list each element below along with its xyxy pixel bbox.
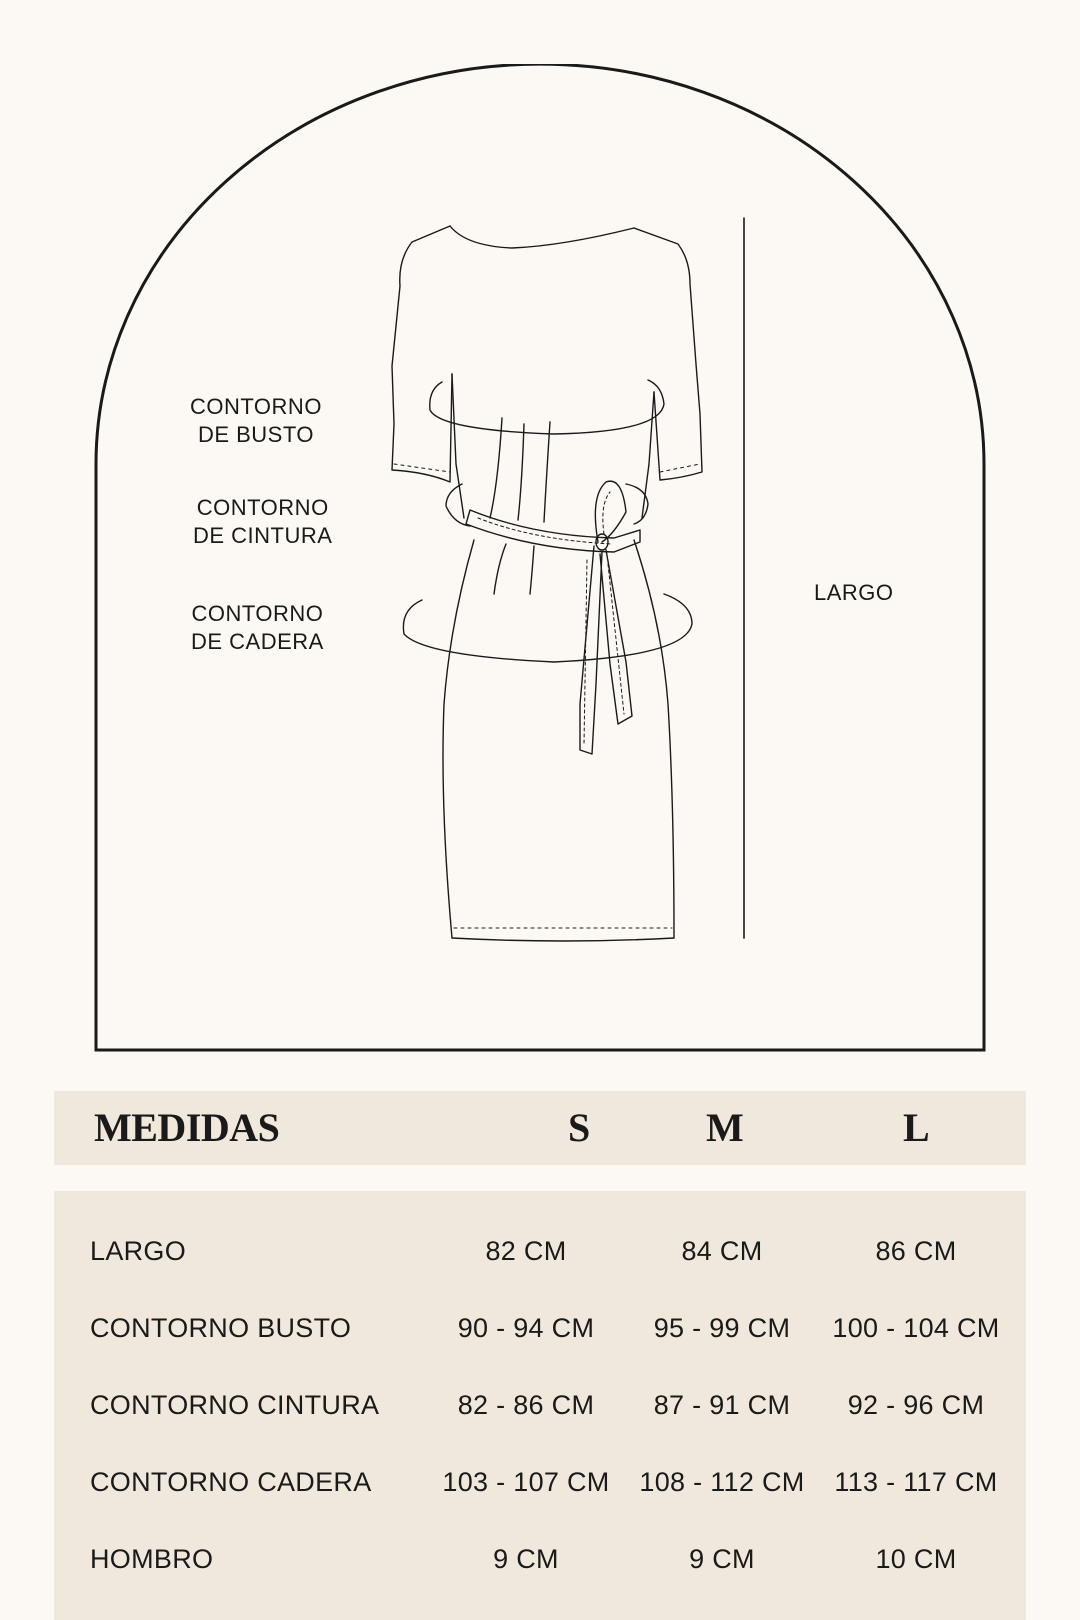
cell-m: 84 CM — [681, 1236, 763, 1266]
size-header-m: M — [706, 1105, 744, 1150]
cell-l: 92 - 96 CM — [847, 1390, 985, 1420]
cell-l: 100 - 104 CM — [832, 1313, 1000, 1343]
size-header-l: L — [903, 1105, 930, 1150]
bust-label: CONTORNO DE BUSTO — [190, 394, 322, 447]
table-row — [54, 1539, 1026, 1579]
cell-m: 95 - 99 CM — [653, 1313, 791, 1343]
cell-s: 9 CM — [493, 1544, 559, 1574]
cell-l: 113 - 117 CM — [834, 1467, 998, 1497]
hip-label: CONTORNO DE CADERA — [191, 601, 324, 654]
size-table-header — [54, 1091, 1026, 1165]
row-label: HOMBRO — [90, 1544, 214, 1574]
arch-frame — [94, 64, 986, 1052]
dress-illustration — [94, 64, 986, 1052]
cell-l: 86 CM — [875, 1236, 957, 1266]
size-table-body — [54, 1191, 1026, 1620]
cell-s: 82 CM — [485, 1236, 567, 1266]
row-label: CONTORNO CADERA — [90, 1467, 372, 1497]
cell-m: 87 - 91 CM — [653, 1390, 791, 1420]
row-label: LARGO — [90, 1236, 187, 1266]
length-label: LARGO — [814, 580, 894, 605]
table-row — [54, 1308, 1026, 1348]
waist-label: CONTORNO DE CINTURA — [193, 495, 333, 548]
cell-m: 9 CM — [689, 1544, 755, 1574]
table-title: MEDIDAS — [94, 1105, 280, 1150]
row-label: CONTORNO BUSTO — [90, 1313, 352, 1343]
table-row — [54, 1231, 1026, 1271]
cell-s: 90 - 94 CM — [457, 1313, 595, 1343]
table-row — [54, 1385, 1026, 1425]
cell-s: 103 - 107 CM — [442, 1467, 610, 1497]
cell-s: 82 - 86 CM — [457, 1390, 595, 1420]
table-row — [54, 1462, 1026, 1502]
row-label: CONTORNO CINTURA — [90, 1390, 380, 1420]
size-header-s: S — [568, 1105, 590, 1150]
cell-m: 108 - 112 CM — [639, 1467, 805, 1497]
cell-l: 10 CM — [875, 1544, 957, 1574]
